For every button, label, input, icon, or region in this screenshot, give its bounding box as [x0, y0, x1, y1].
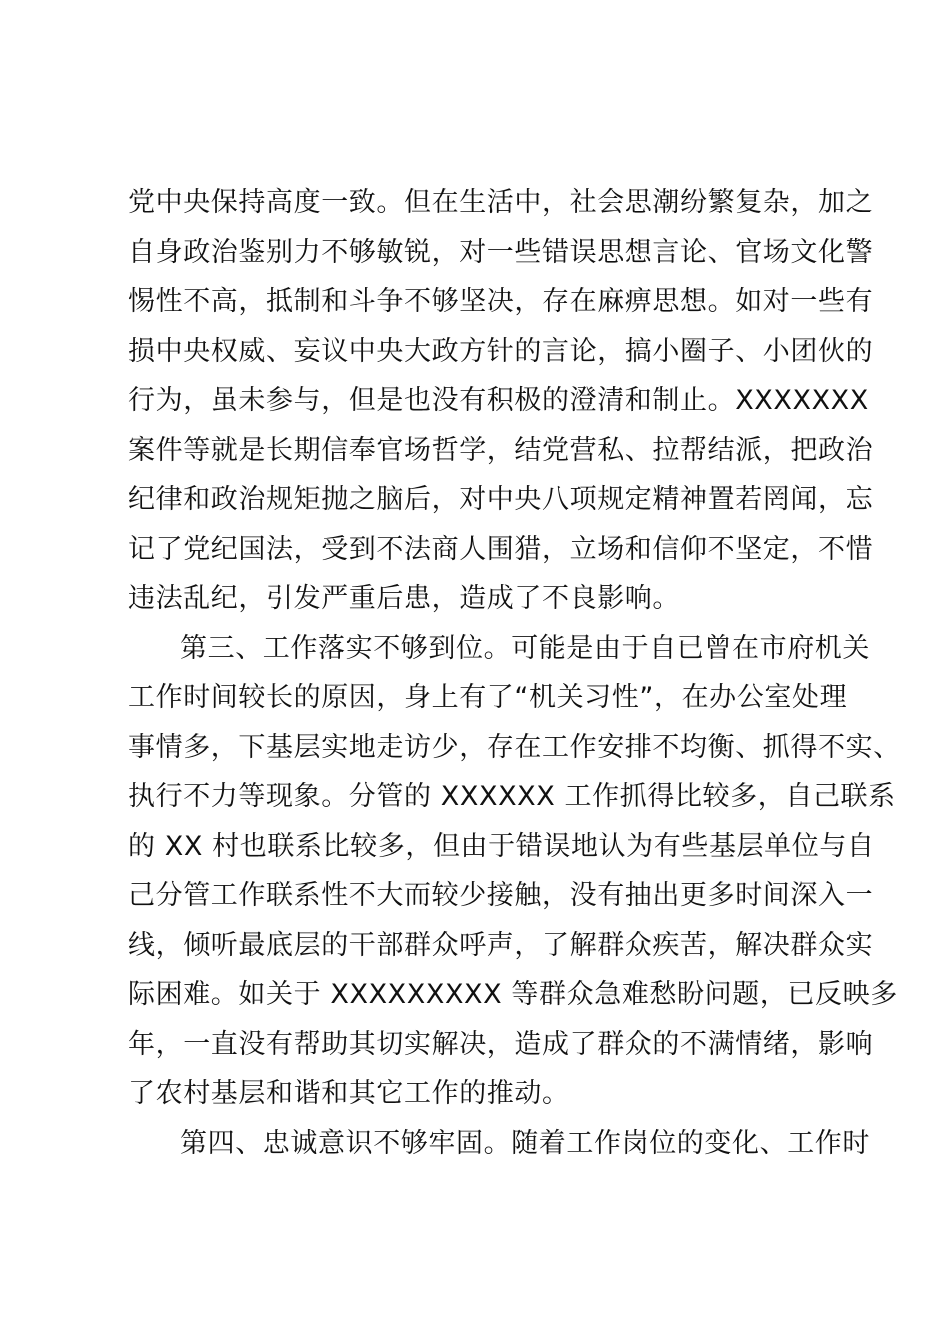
- text-line: 自身政治鉴别力不够敏锐，对一些错误思想言论、官场文化警: [128, 236, 874, 268]
- text-line: 年，一直没有帮助其切实解决，造成了群众的不满情绪，影响: [128, 1028, 874, 1060]
- text-line: 案件等就是长期信奉官场哲学，结党营私、拉帮结派，把政治: [128, 434, 874, 466]
- text-line: 了农村基层和谐和其它工作的推动。: [128, 1078, 570, 1109]
- paragraph-heading-line: 第四、忠诚意识不够牢固。随着工作岗位的变化、工作时: [180, 1127, 870, 1159]
- text-line: 的 XX 村也联系比较多，但由于错误地认为有些基层单位与自: [128, 830, 875, 862]
- paragraph-heading-line: 第三、工作落实不够到位。可能是由于自已曾在市府机关: [180, 632, 870, 664]
- text-line: 线，倾听最底层的干部群众呼声，了解群众疾苦，解决群众实: [128, 929, 874, 961]
- text-line: 党中央保持高度一致。但在生活中，社会思潮纷繁复杂，加之: [128, 187, 874, 218]
- text-line: 惕性不高，抵制和斗争不够坚决，存在麻痹思想。如对一些有: [128, 286, 874, 317]
- text-line: 己分管工作联系性不大而较少接触，没有抽出更多时间深入一: [128, 880, 874, 911]
- text-line: 违法乱纪，引发严重后患，造成了不良影响。: [128, 583, 680, 614]
- text-line: 记了党纪国法，受到不法商人围猎，立场和信仰不坚定，不惜: [128, 533, 874, 565]
- text-line: 工作时间较长的原因，身上有了“机关习性”，在办公室处理: [128, 682, 848, 713]
- text-line: 损中央权威、妄议中央大政方针的言论，搞小圈子、小团伙的: [128, 335, 874, 367]
- text-line: 事情多，下基层实地走访少，存在工作安排不均衡、抓得不实、: [128, 731, 901, 763]
- text-line: 际困难。如关于 XXXXXXXXX 等群众急难愁盼问题，已反映多: [128, 979, 898, 1010]
- text-line: 行为，虽未参与，但是也没有积极的澄清和制止。XXXXXXX: [128, 385, 869, 416]
- text-line: 执行不力等现象。分管的 XXXXXX 工作抓得比较多，自己联系: [128, 781, 896, 812]
- text-line: 纪律和政治规矩抛之脑后，对中央八项规定精神置若罔闻，忘: [128, 484, 874, 515]
- body-text: [128, 178, 901, 1168]
